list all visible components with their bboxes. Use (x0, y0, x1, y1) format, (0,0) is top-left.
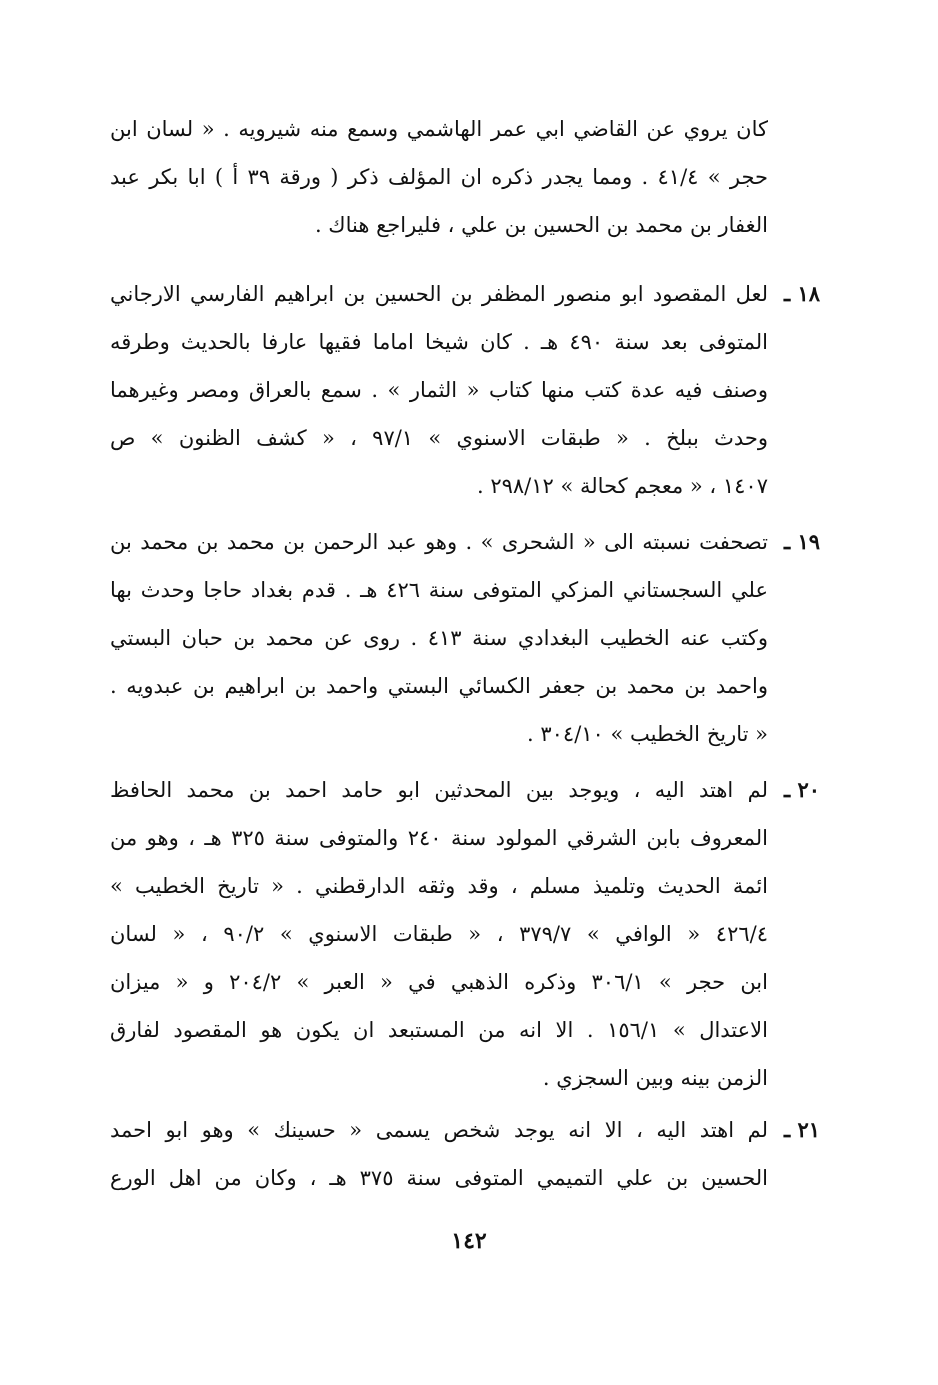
text-line: ائمة الحديث وتلميذ مسلم ، وقد وثقه الدارقطني . « تاريخ الخطيب » (110, 874, 768, 898)
text-line: كان يروي عن القاضي ابي عمر الهاشمي وسمع منه شيرويه . « لسان ابن (110, 117, 768, 141)
text-line: وحدث ببلخ . « طبقات الاسنوي » ٩٧/١ ، « كشف الظنون » ص (110, 426, 769, 450)
footnote-number: ١٨ ـ (783, 281, 820, 306)
footnote-20 (110, 766, 820, 1102)
text-line: الغفار بن محمد بن الحسين بن علي ، فليراجع هناك . (314, 213, 768, 237)
page-number: ١٤٢ (451, 1228, 487, 1254)
continuation-paragraph (110, 105, 820, 249)
footnote-19 (110, 518, 820, 758)
text-line: « تاريخ الخطيب » ٣٠٤/١٠ . (527, 722, 768, 746)
text-line: ٤٢٦/٤ « الوافي » ٣٧٩/٧ ، « طبقات الاسنوي » ٩٠/٢ ، « لسان (110, 922, 768, 946)
text-line: واحمد بن محمد بن جعفر الكسائي البستي واحمد بن ابراهيم بن عبدويه . (110, 674, 768, 698)
text-line: تصحفت نسبته الى « الشحرى » . وهو عبد الرحمن بن محمد بن محمد بن (110, 530, 768, 554)
footnote-21 (110, 1106, 820, 1202)
text-line: لم اهتد اليه ، الا انه يوجد شخص يسمى « حسينك » وهو ابو احمد (110, 1118, 768, 1142)
footnote-number: ٢٠ ـ (783, 777, 820, 802)
text-line: علي السجستاني المزكي المتوفى سنة ٤٢٦ هـ . قدم بغداد حاجا وحدث بها (110, 578, 768, 602)
text-line: المعروف بابن الشرقي المولود سنة ٢٤٠ والمتوفى سنة ٣٢٥ هـ ، وهو من (110, 826, 768, 850)
footnote-18 (110, 270, 820, 510)
text-line: وصنف فيه عدة كتب منها كتاب « الثمار » . سمع بالعراق ومصر وغيرهما (110, 378, 768, 402)
text-line: المتوفى بعد سنة ٤٩٠ هـ . كان شيخا اماما فقيها عارفا بالحديث وطرقه (110, 330, 768, 354)
text-line: حجر » ٤١/٤ . ومما يجدر ذكره ان المؤلف ذكر ( ورقة ٣٩ أ ) ابا بكر عبد (110, 165, 769, 189)
text-line: الاعتدال » ١٥٦/١ . الا انه من المستبعد ان يكون هو المقصود لفارق (110, 1018, 768, 1042)
text-line: ١٤٠٧ ، « معجم كحالة » ٢٩٨/١٢ . (476, 474, 768, 498)
text-line: لعل المقصود ابو منصور المظفر بن الحسين بن ابراهيم الفارسي الارجاني (110, 282, 768, 306)
text-line: الزمن بينه وبين السجزي . (542, 1066, 768, 1090)
footnote-number: ٢١ ـ (783, 1117, 820, 1142)
text-line: ابن حجر » ٣٠٦/١ وذكره الذهبي في « العبر » ٢٠٤/٢ و « ميزان (110, 970, 768, 994)
text-line: لم اهتد اليه ، ويوجد بين المحدثين ابو حامد احمد بن محمد الحافظ (110, 778, 768, 802)
footnote-number: ١٩ ـ (783, 529, 820, 554)
text-line: الحسين بن علي التميمي المتوفى سنة ٣٧٥ هـ ، وكان من اهل الورع (110, 1166, 768, 1190)
text-line: وكتب عنه الخطيب البغدادي سنة ٤١٣ . روى عن محمد بن حبان البستي (110, 626, 769, 650)
